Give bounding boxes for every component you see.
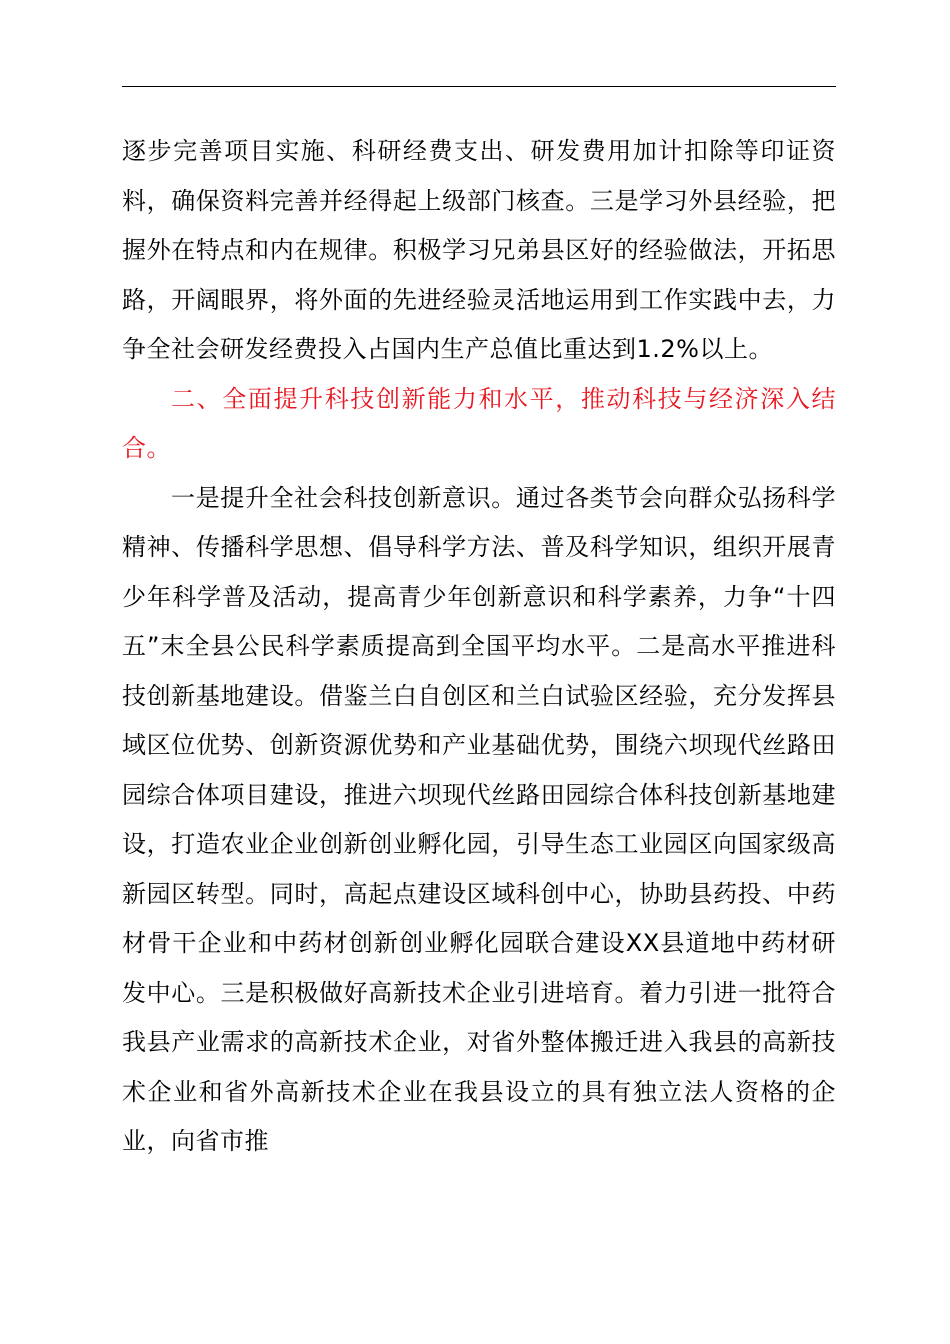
paragraph-continuation: 逐步完善项目实施、科研经费支出、研发费用加计扣除等印证资料，确保资料完善并经得起上级部门核查。三是学习外县经验，把握外在特点和内在规律。积极学习兄弟县区好的经验做法，开拓思路，开阔眼界，将外面的先进经验灵活地运用到工作实践中去，力争全社会研发经费投入占国内生产总值比重达到1.2%以上。 bbox=[122, 137, 836, 363]
paragraph-body: 一是提升全社会科技创新意识。通过各类节会向群众弘扬科学精神、传播科学思想、倡导科学方法、普及科学知识，组织开展青少年科学普及活动，提高青少年创新意识和科学素养，力争“十四五”末全县公民科学素质提高到全国平均水平。二是高水平推进科技创新基地建设。借鉴兰白自创区和兰白试验区经验，充分发挥县域区位优势、创新资源优势和产业基础优势，围绕六坝现代丝路田园综合体项目建设，推进六坝现代丝路田园综合体科技创新基地建设，打造农业企业创新创业孵化园，引导生态工业园区向国家级高新园区转型。同时，高起点建设区域科创中心，协助县药投、中药材骨干企业和中药材创新创业孵化园联合建设XX县道地中药材研发中心。三是积极做好高新技术企业引进培育。着力引进一批符合我县产业需求的高新技术企业，对省外整体搬迁进入我县的高新技术企业和省外高新技术企业在我县设立的具有独立法人资格的企业，向省市推 bbox=[122, 483, 836, 1155]
section-heading: 二、全面提升科技创新能力和水平，推动科技与经济深入结合。 bbox=[122, 384, 836, 462]
header-rule bbox=[122, 86, 836, 87]
document-body bbox=[122, 127, 836, 1167]
